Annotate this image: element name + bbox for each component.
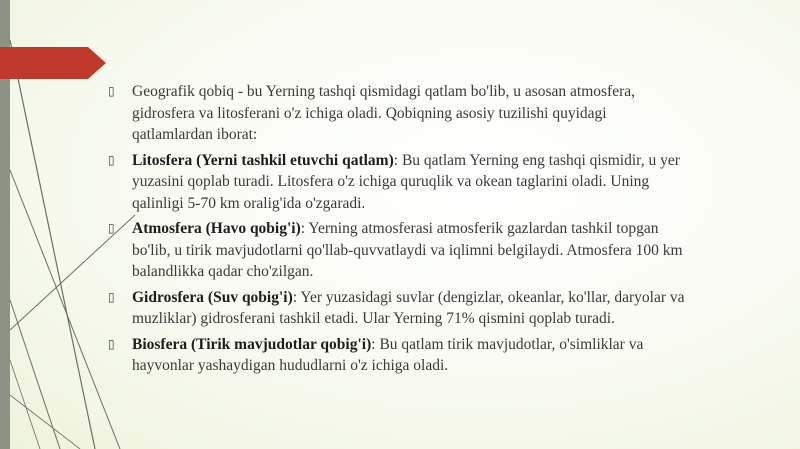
bullet-text: : Yer yuzasidagi suvlar (dengizlar, okeanlar, ko'llar, daryolar va muzliklar) gidrosferani tashkil etadi. Ular Yerning 71% qismini qoplab turadi. — [132, 288, 685, 327]
bullet-text: : Bu qatlam Yerning eng tashqi qismidir, u yer yuzasini qoplab turadi. Litosfera o'z ichiga quruqlik va okean taglarini oladi. Uning qalinligi 5-70 km oralig'ida o'zgaradi. — [132, 151, 680, 212]
bullet-title: Biosfera (Tirik mavjudotlar qobig'i) — [132, 335, 372, 353]
bullet-item-gidrosfera — [108, 287, 688, 330]
bullet-icon: ▯ — [108, 336, 115, 351]
bullet-icon: ▯ — [108, 221, 115, 235]
bullet-item-geografik-qobiq — [108, 81, 688, 146]
bullet-icon: ▯ — [108, 152, 115, 167]
bullet-icon: ▯ — [108, 289, 115, 304]
bullet-icon: ▯ — [108, 84, 115, 98]
bullet-item-atmosfera — [108, 218, 688, 283]
bullet-text: : Yerning atmosferasi atmosferik gazlardan tashkil topgan bo'lib, u tirik mavjudotlarni qo'llab-quvvatlaydi va iqlimni belgilaydi. Atmosfera 100 km balandlikka qadar cho'zilgan. — [132, 220, 683, 280]
bullet-item-litosfera — [108, 150, 688, 215]
red-arrow-banner — [0, 47, 106, 79]
bullet-item-biosfera — [108, 334, 688, 377]
bullet-title: Atmosfera (Havo qobig'i) — [132, 220, 301, 237]
bullet-text: : Bu qatlam tirik mavjudotlar, o'simliklar va hayvonlar yashaydigan hududlarni o'z ichiga oladi. — [132, 335, 644, 374]
bullet-text: Geografik qobiq - bu Yerning tashqi qismidagi qatlam bo'lib, u asosan atmosfera, gidrosfera va litosferani o'z ichiga oladi. Qobiqning asosiy tuzilishi quyidagi qatlamlardan iborat: — [132, 83, 636, 143]
bullet-title: Gidrosfera (Suv qobig'i) — [132, 288, 293, 306]
bullet-list — [108, 81, 688, 381]
bullet-title: Litosfera (Yerni tashkil etuvchi qatlam) — [132, 151, 394, 169]
